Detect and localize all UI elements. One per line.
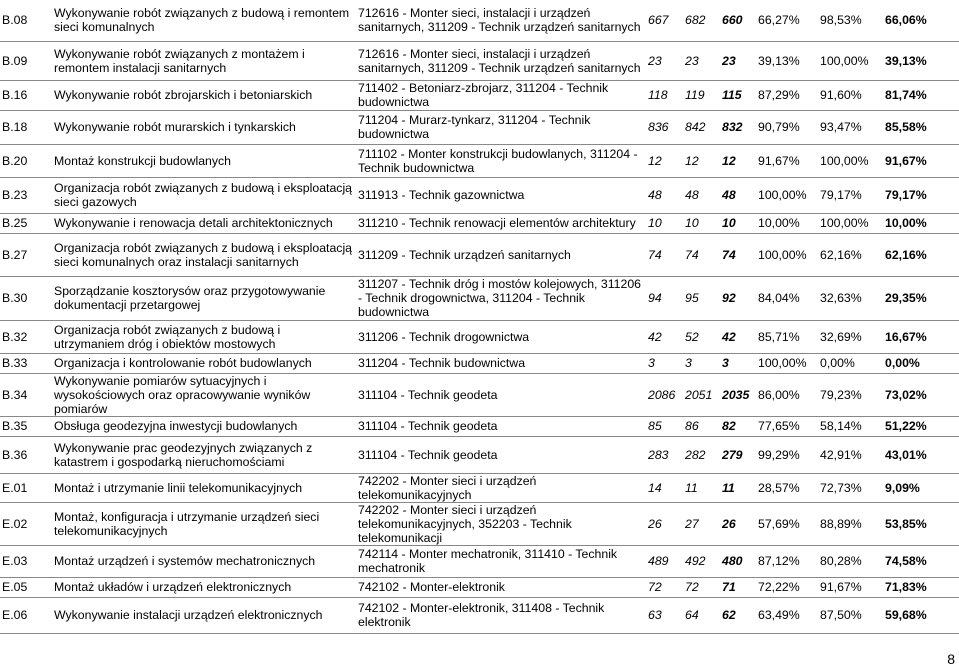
count-2-cell: 23 <box>683 41 720 80</box>
count-1-cell: 48 <box>646 177 683 213</box>
percent-3-cell: 85,58% <box>883 110 959 144</box>
count-3-cell: 42 <box>720 320 756 353</box>
qualification-name-cell: Wykonywanie robót zbrojarskich i betoniarskich <box>52 80 356 110</box>
count-2-cell: 119 <box>683 80 720 110</box>
exam-code-cell: B.16 <box>0 80 52 110</box>
percent-1-cell: 86,00% <box>756 373 818 416</box>
count-1-cell: 42 <box>646 320 683 353</box>
exam-code-cell: B.30 <box>0 276 52 320</box>
exam-code-cell: B.34 <box>0 373 52 416</box>
exam-code-cell: E.05 <box>0 577 52 597</box>
count-3-cell: 10 <box>720 213 756 233</box>
table-row <box>0 577 959 597</box>
percent-2-cell: 32,69% <box>818 320 883 353</box>
count-3-cell: 11 <box>720 473 756 502</box>
qualification-name-cell: Montaż konstrukcji budowlanych <box>52 144 356 177</box>
qualification-name-cell: Sporządzanie kosztorysów oraz przygotowywanie dokumentacji przetargowej <box>52 276 356 320</box>
percent-1-cell: 100,00% <box>756 233 818 276</box>
table-row <box>0 545 959 577</box>
table-row <box>0 373 959 416</box>
count-2-cell: 842 <box>683 110 720 144</box>
count-3-cell: 480 <box>720 545 756 577</box>
count-1-cell: 14 <box>646 473 683 502</box>
percent-2-cell: 91,67% <box>818 577 883 597</box>
table-row <box>0 110 959 144</box>
count-3-cell: 12 <box>720 144 756 177</box>
percent-1-cell: 100,00% <box>756 177 818 213</box>
count-3-cell: 71 <box>720 577 756 597</box>
percent-1-cell: 84,04% <box>756 276 818 320</box>
exam-code-cell: B.27 <box>0 233 52 276</box>
percent-1-cell: 91,67% <box>756 144 818 177</box>
qualification-name-cell: Organizacja i kontrolowanie robót budowlanych <box>52 353 356 373</box>
profession-cell: 712616 - Monter sieci, instalacji i urządzeń sanitarnych, 311209 - Technik urządzeń sanitarnych <box>356 41 646 80</box>
table-row <box>0 0 959 41</box>
exam-code-cell: B.32 <box>0 320 52 353</box>
count-2-cell: 74 <box>683 233 720 276</box>
count-3-cell: 62 <box>720 597 756 633</box>
qualification-name-cell: Wykonywanie robót murarskich i tynkarskich <box>52 110 356 144</box>
count-2-cell: 52 <box>683 320 720 353</box>
count-1-cell: 667 <box>646 0 683 41</box>
qualification-name-cell: Montaż, konfiguracja i utrzymanie urządzeń sieci telekomunikacyjnych <box>52 502 356 545</box>
percent-1-cell: 63,49% <box>756 597 818 633</box>
exam-code-cell: B.36 <box>0 436 52 473</box>
count-2-cell: 12 <box>683 144 720 177</box>
percent-3-cell: 71,83% <box>883 577 959 597</box>
count-3-cell: 279 <box>720 436 756 473</box>
qualification-name-cell: Wykonywanie robót związanych z budową i remontem sieci komunalnych <box>52 0 356 41</box>
count-3-cell: 82 <box>720 416 756 436</box>
qualification-name-cell: Wykonywanie instalacji urządzeń elektronicznych <box>52 597 356 633</box>
percent-3-cell: 16,67% <box>883 320 959 353</box>
percent-2-cell: 62,16% <box>818 233 883 276</box>
profession-cell: 742202 - Monter sieci i urządzeń telekomunikacyjnych <box>356 473 646 502</box>
qualification-name-cell: Wykonywanie robót związanych z montażem i remontem instalacji sanitarnych <box>52 41 356 80</box>
count-1-cell: 26 <box>646 502 683 545</box>
exam-code-cell: B.25 <box>0 213 52 233</box>
exam-code-cell: B.09 <box>0 41 52 80</box>
qualification-name-cell: Montaż urządzeń i systemów mechatronicznych <box>52 545 356 577</box>
count-2-cell: 64 <box>683 597 720 633</box>
table-row <box>0 41 959 80</box>
table-row <box>0 416 959 436</box>
percent-3-cell: 43,01% <box>883 436 959 473</box>
count-2-cell: 3 <box>683 353 720 373</box>
percent-3-cell: 66,06% <box>883 0 959 41</box>
profession-cell: 742202 - Monter sieci i urządzeń telekomunikacyjnych, 352203 - Technik telekomunikacji <box>356 502 646 545</box>
count-3-cell: 3 <box>720 353 756 373</box>
profession-cell: 712616 - Monter sieci, instalacji i urządzeń sanitarnych, 311209 - Technik urządzeń sanitarnych <box>356 0 646 41</box>
count-2-cell: 86 <box>683 416 720 436</box>
exam-code-cell: B.08 <box>0 0 52 41</box>
percent-2-cell: 72,73% <box>818 473 883 502</box>
count-1-cell: 72 <box>646 577 683 597</box>
exam-code-cell: E.01 <box>0 473 52 502</box>
count-1-cell: 3 <box>646 353 683 373</box>
profession-cell: 711204 - Murarz-tynkarz, 311204 - Technik budownictwa <box>356 110 646 144</box>
percent-3-cell: 62,16% <box>883 233 959 276</box>
percent-3-cell: 39,13% <box>883 41 959 80</box>
table-row <box>0 353 959 373</box>
exam-code-cell: B.33 <box>0 353 52 373</box>
percent-2-cell: 100,00% <box>818 213 883 233</box>
qualification-name-cell: Organizacja robót związanych z budową i utrzymaniem dróg i obiektów mostowych <box>52 320 356 353</box>
percent-1-cell: 39,13% <box>756 41 818 80</box>
exam-code-cell: B.23 <box>0 177 52 213</box>
percent-2-cell: 79,17% <box>818 177 883 213</box>
percent-1-cell: 85,71% <box>756 320 818 353</box>
percent-3-cell: 9,09% <box>883 473 959 502</box>
percent-3-cell: 29,35% <box>883 276 959 320</box>
percent-2-cell: 98,53% <box>818 0 883 41</box>
count-1-cell: 74 <box>646 233 683 276</box>
exam-code-cell: B.20 <box>0 144 52 177</box>
percent-3-cell: 0,00% <box>883 353 959 373</box>
profession-cell: 311104 - Technik geodeta <box>356 436 646 473</box>
count-2-cell: 72 <box>683 577 720 597</box>
qualification-name-cell: Wykonywanie prac geodezyjnych związanych z katastrem i gospodarką nieruchomościami <box>52 436 356 473</box>
count-2-cell: 27 <box>683 502 720 545</box>
count-2-cell: 95 <box>683 276 720 320</box>
profession-cell: 742102 - Monter-elektronik <box>356 577 646 597</box>
profession-cell: 311913 - Technik gazownictwa <box>356 177 646 213</box>
qualification-name-cell: Wykonywanie i renowacja detali architektonicznych <box>52 213 356 233</box>
exam-code-cell: E.06 <box>0 597 52 633</box>
count-1-cell: 85 <box>646 416 683 436</box>
count-2-cell: 492 <box>683 545 720 577</box>
percent-2-cell: 0,00% <box>818 353 883 373</box>
count-3-cell: 832 <box>720 110 756 144</box>
percent-1-cell: 66,27% <box>756 0 818 41</box>
table-row <box>0 276 959 320</box>
profession-cell: 311209 - Technik urządzeń sanitarnych <box>356 233 646 276</box>
percent-3-cell: 79,17% <box>883 177 959 213</box>
percent-1-cell: 99,29% <box>756 436 818 473</box>
table-row <box>0 436 959 473</box>
table-row <box>0 320 959 353</box>
count-2-cell: 10 <box>683 213 720 233</box>
percent-3-cell: 73,02% <box>883 373 959 416</box>
profession-cell: 711402 - Betoniarz-zbrojarz, 311204 - Technik budownictwa <box>356 80 646 110</box>
page-number: 8 <box>947 651 955 667</box>
percent-3-cell: 81,74% <box>883 80 959 110</box>
exam-code-cell: B.35 <box>0 416 52 436</box>
percent-2-cell: 32,63% <box>818 276 883 320</box>
percent-2-cell: 42,91% <box>818 436 883 473</box>
count-2-cell: 682 <box>683 0 720 41</box>
count-1-cell: 489 <box>646 545 683 577</box>
count-3-cell: 26 <box>720 502 756 545</box>
count-2-cell: 11 <box>683 473 720 502</box>
table-row <box>0 233 959 276</box>
percent-1-cell: 72,22% <box>756 577 818 597</box>
count-1-cell: 23 <box>646 41 683 80</box>
percent-2-cell: 79,23% <box>818 373 883 416</box>
qualification-name-cell: Montaż układów i urządzeń elektronicznych <box>52 577 356 597</box>
qualification-name-cell: Obsługa geodezyjna inwestycji budowlanych <box>52 416 356 436</box>
percent-1-cell: 87,12% <box>756 545 818 577</box>
percent-1-cell: 90,79% <box>756 110 818 144</box>
percent-2-cell: 100,00% <box>818 144 883 177</box>
count-3-cell: 92 <box>720 276 756 320</box>
table-row <box>0 144 959 177</box>
exam-code-cell: E.02 <box>0 502 52 545</box>
percent-2-cell: 93,47% <box>818 110 883 144</box>
percent-2-cell: 58,14% <box>818 416 883 436</box>
percent-3-cell: 10,00% <box>883 213 959 233</box>
profession-cell: 742114 - Monter mechatronik, 311410 - Technik mechatronik <box>356 545 646 577</box>
percent-1-cell: 87,29% <box>756 80 818 110</box>
count-1-cell: 2086 <box>646 373 683 416</box>
profession-cell: 311104 - Technik geodeta <box>356 416 646 436</box>
table-row <box>0 213 959 233</box>
percent-2-cell: 80,28% <box>818 545 883 577</box>
qualification-name-cell: Wykonywanie pomiarów sytuacyjnych i wysokościowych oraz opracowywanie wyników pomiarów <box>52 373 356 416</box>
count-3-cell: 660 <box>720 0 756 41</box>
percent-3-cell: 51,22% <box>883 416 959 436</box>
table-row <box>0 177 959 213</box>
qualification-name-cell: Montaż i utrzymanie linii telekomunikacyjnych <box>52 473 356 502</box>
percent-2-cell: 87,50% <box>818 597 883 633</box>
count-1-cell: 10 <box>646 213 683 233</box>
percent-1-cell: 28,57% <box>756 473 818 502</box>
profession-cell: 311204 - Technik budownictwa <box>356 353 646 373</box>
table-row <box>0 502 959 545</box>
count-1-cell: 118 <box>646 80 683 110</box>
count-1-cell: 63 <box>646 597 683 633</box>
percent-3-cell: 74,58% <box>883 545 959 577</box>
table-row <box>0 597 959 633</box>
count-3-cell: 74 <box>720 233 756 276</box>
percent-1-cell: 57,69% <box>756 502 818 545</box>
exam-code-cell: B.18 <box>0 110 52 144</box>
count-1-cell: 12 <box>646 144 683 177</box>
qualification-name-cell: Organizacja robót związanych z budową i eksploatacją sieci komunalnych oraz instalacji sanitarnych <box>52 233 356 276</box>
count-3-cell: 48 <box>720 177 756 213</box>
count-2-cell: 2051 <box>683 373 720 416</box>
percent-2-cell: 100,00% <box>818 41 883 80</box>
count-2-cell: 282 <box>683 436 720 473</box>
count-1-cell: 283 <box>646 436 683 473</box>
percent-1-cell: 10,00% <box>756 213 818 233</box>
table-row <box>0 473 959 502</box>
percent-2-cell: 91,60% <box>818 80 883 110</box>
profession-cell: 311206 - Technik drogownictwa <box>356 320 646 353</box>
percent-3-cell: 91,67% <box>883 144 959 177</box>
exam-code-cell: E.03 <box>0 545 52 577</box>
qualification-name-cell: Organizacja robót związanych z budową i eksploatacją sieci gazowych <box>52 177 356 213</box>
count-3-cell: 115 <box>720 80 756 110</box>
profession-cell: 711102 - Monter konstrukcji budowlanych, 311204 - Technik budownictwa <box>356 144 646 177</box>
percent-1-cell: 77,65% <box>756 416 818 436</box>
profession-cell: 311104 - Technik geodeta <box>356 373 646 416</box>
count-3-cell: 2035 <box>720 373 756 416</box>
table-row <box>0 80 959 110</box>
percent-3-cell: 59,68% <box>883 597 959 633</box>
count-1-cell: 836 <box>646 110 683 144</box>
percent-1-cell: 100,00% <box>756 353 818 373</box>
count-3-cell: 23 <box>720 41 756 80</box>
count-1-cell: 94 <box>646 276 683 320</box>
percent-3-cell: 53,85% <box>883 502 959 545</box>
profession-cell: 742102 - Monter-elektronik, 311408 - Technik elektronik <box>356 597 646 633</box>
profession-cell: 311210 - Technik renowacji elementów architektury <box>356 213 646 233</box>
percent-2-cell: 88,89% <box>818 502 883 545</box>
count-2-cell: 48 <box>683 177 720 213</box>
profession-cell: 311207 - Technik dróg i mostów kolejowych, 311206 - Technik drogownictwa, 311204 - Technik budownictwa <box>356 276 646 320</box>
